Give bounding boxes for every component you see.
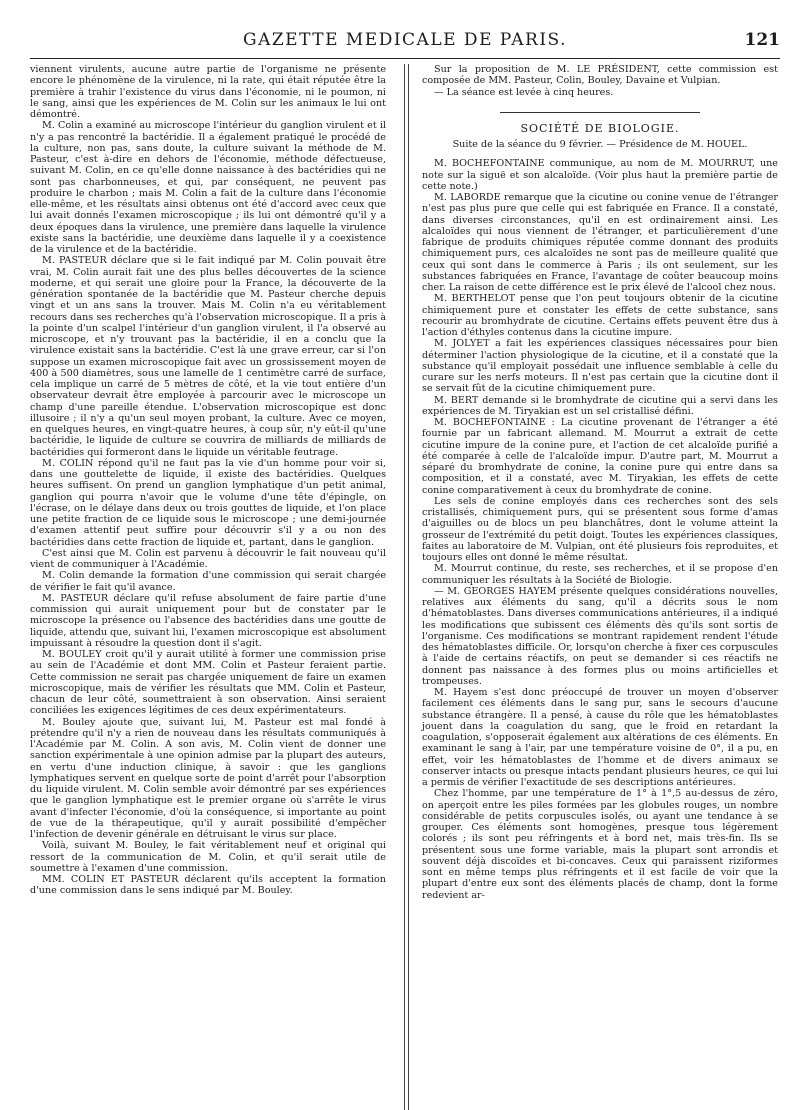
paragraph: M. Mourrut continue, du reste, ses recherches, et il se propose d'en communiquer les résultats à la Société de Biologie. bbox=[422, 563, 778, 586]
paragraph: M. COLIN répond qu'il ne faut pas la vie d'un homme pour voir si, dans une gouttelette de liquide, il existe des bactéridies. Quelques heures suffisent. On prend un ganglion lymphatique d'un petit animal, ganglion qui pourra n'avoir que le volume d'une tête d'épingle, on l'écrase, on le délaye dans deux ou trois gouttes de liquide, et l'on place une petite fraction de ce liquide sous le microscope ; une demi-journée d'examen attentif peut suffire pour découvrir s'il y a ou non des bactéridies dans cette fraction de liquide et, partant, dans le ganglion. bbox=[30, 457, 386, 548]
newspaper-page bbox=[30, 26, 780, 901]
section-rule bbox=[500, 112, 700, 113]
column-divider bbox=[408, 64, 409, 1110]
paragraph: M. BOCHEFONTAINE communique, au nom de M. MOURRUT, une note sur la siguë et son alcaloïde. (Voir plus haut la première partie de cette note.) bbox=[422, 158, 778, 192]
paragraph: M. PASTEUR déclare que si le fait indiqué par M. Colin pouvait être vrai, M. Colin aurait fait une des plus belles découvertes de la science moderne, et qui serait une gloire pour la France, la découverte de la génération spontanée de la bactéridie que M. Pasteur cherche depuis vingt et un ans sans la trouver. Mais M. Colin n'a eu véritablement recours dans ses recherches qu'à l'observation microscopique. Il a pris à la pointe d'un scalpel l'intérieur d'un ganglion virulent, il l'a observé au microscope, et n'y trouvant pas la bactéridie, il en a conclu que la virulence existait sans la bactéridie. C'est là une grave erreur, car si l'on suppose un examen microscopique fait avec un grossissement moyen de 400 à 500 diamètres, sous une lamelle de 1 centimètre carré de surface, cela implique un carré de 5 mètres de côté, et la vie tout entière d'un observateur devrait être employée à parcourir avec le microscope un champ d'une pareille étendue. L'observation microscopique est donc illusoire ; il n'y a qu'un seul moyen probant, la culture. Avec ce moyen, en quelques heures, en vingt-quatre heures, à coup sûr, n'y eût-il qu'une bactéridie, le liquide de culture se couvrira de milliards de milliards de bactéridies qui formeront dans le liquide un véritable feutrage. bbox=[30, 255, 386, 458]
paragraph: M. LABORDE remarque que la cicutine ou conine venue de l'étranger n'est pas plus pure que celle qui est fabriquée en France. Il a constaté, dans diverses circonstances, qu'il en est ordinairement ainsi. Les alcaloïdes qui nous viennent de l'étranger, et particulièrement d'une fabrique de produits chimiques réputée comme donnant des produits chimiquement purs, ces alcaloïdes ne sont pas de meilleure qualité que ceux qui sont dans le commerce à Paris ; ils ont seulement, sur les substances fabriquées en France, l'avantage de coûter beaucoup moins cher. La raison de cette différence est le prix élevé de l'alcool chez nous. bbox=[422, 192, 778, 293]
left-column bbox=[30, 64, 386, 897]
column-divider bbox=[404, 64, 405, 1110]
paragraph: M. JOLYET a fait les expériences classiques nécessaires pour bien déterminer l'action physiologique de la cicutine, et il a constaté que la substance qu'il employait possédait une influence semblable à celle du curare sur les nerfs moteurs. Il n'est pas certain que la cicutine dont il se servait fût de la cicutine chimiquement pure. bbox=[422, 338, 778, 395]
paragraph: M. Colin demande la formation d'une commission qui serait chargée de vérifier le fait qu'il avance. bbox=[30, 570, 386, 593]
paragraph: Chez l'homme, par une température de 1° à 1°,5 au-dessus de zéro, on aperçoit entre les piles formées par les globules rouges, un nombre considérable de petits corpuscules isolés, ou ayant une tendance à se grouper. Ces éléments sont homogènes, presque tous légèrement colorés ; ils sont peu réfringents et à bord net, mais très-fin. Ils se présentent sous une forme variable, mais la plupart sont arrondis et souvent déjà discoïdes et bi-concaves. Ceux qui paraissent riziformes sont en même temps plus réfringents et il est facile de voir que la plupart d'entre eux sont des éléments placés de champ, dont la forme redevient ar- bbox=[422, 788, 778, 901]
paragraph: Sur la proposition de M. LE PRÉSIDENT, cette commission est composée de MM. Pasteur, Colin, Bouley, Davaine et Vulpian. bbox=[422, 64, 778, 87]
page-number: 121 bbox=[744, 30, 780, 50]
paragraph: — La séance est levée à cinq heures. bbox=[434, 86, 614, 98]
paragraph: M. BERT demande si le bromhydrate de cicutine qui a servi dans les expériences de M. Tiryakian est un sel cristallisé défini. bbox=[422, 394, 778, 417]
page-header bbox=[30, 26, 780, 59]
paragraph: M. Bouley ajoute que, suivant lui, M. Pasteur est mal fondé à prétendre qu'il n'y a rien de nouveau dans les résultats communiqués à l'Académie par M. Colin. A son avis, M. Colin vient de donner une sanction expérimentale à une opinion admise par la plupart des auteurs, en vertu d'une induction clinique, à savoir : que les ganglions lymphatiques servent en quelque sorte de point d'arrêt pour l'absorption du liquide virulent. M. Colin semble avoir démontré par ses expériences que le ganglion lymphatique est le premier organe où s'arrête le virus avant d'infecter l'économie, d'où la conséquence, si importante au point de vue de la thérapeutique, qu'il y aurait possibilité d'empêcher l'infection de devenir générale en détruisant le virus sur place. bbox=[30, 716, 386, 840]
section-title: SOCIÉTÉ DE BIOLOGIE. bbox=[520, 121, 680, 135]
right-column bbox=[422, 64, 778, 901]
paragraph: M. Hayem s'est donc préoccupé de trouver un moyen d'observer facilement ces éléments dans le sang pur, sans le secours d'aucune substance étrangère. Il a pensé, à cause du rôle que les hématoblastes jouent dans la coagulation du sang, que le froid en retardant la coagulation, s'opposerait également aux altérations de ces éléments. En examinant le sang à l'air, par une température voisine de 0°, il a pu, en effet, voir les hématoblastes de l'homme et de divers animaux se conserver intacts ou presque intacts pendant plusieurs heures, ce qui lui a permis de vérifier l'exactitude de ses descriptions antérieures. bbox=[422, 687, 778, 788]
paragraph: M. BERTHELOT pense que l'on peut toujours obtenir de la cicutine chimiquement pure et constater les effets de cette substance, sans recourir au bromhydrate de cicutine. Certains effets peuvent être dus à l'action d'éthyles contenus dans la cicutine impure. bbox=[422, 293, 778, 338]
paragraph: M. PASTEUR déclare qu'il refuse absolument de faire partie d'une commission qui aurait uniquement pour but de constater par le microscope la présence ou l'absence des bactéridies dans une goutte de liquide, attendu que, suivant lui, l'examen microscopique est absolument impuissant à résoudre la question dont il s'agit. bbox=[30, 592, 386, 649]
paragraph: viennent virulents, aucune autre partie de l'organisme ne présente encore le phénomène de la virulence, ni la rate, qui était réputée être la première à trahir l'existence du virus dans l'économie, ni le poumon, ni le sang, ainsi que les expériences de M. Colin sur les animaux le lui ont démontré. bbox=[30, 64, 386, 120]
paragraph: — M. GEORGES HAYEM présente quelques considérations nouvelles, relatives aux éléments du sang, qu'il a décrits sous le nom d'hématoblastes. Dans diverses communications antérieures, il a indiqué les modifications que subissent ces éléments dès qu'ils sont sortis de l'organisme. Ces modifications se montrant rapidement rendent l'étude des hématoblastes difficile. Or, lorsqu'on cherche à fixer ces corpuscules à l'aide de certains réactifs, on peut se demander si ces réactifs ne donnent pas naissance à des formes plus ou moins artificielles et trompeuses. bbox=[422, 585, 778, 687]
paragraph: MM. COLIN ET PASTEUR déclarent qu'ils acceptent la formation d'une commission dans le sens indiqué par M. Bouley. bbox=[30, 874, 386, 897]
paragraph: Voilà, suivant M. Bouley, le fait véritablement neuf et original qui ressort de la communication de M. Colin, et qu'il serait utile de soumettre à l'examen d'une commission. bbox=[30, 840, 386, 874]
paragraph: Les sels de conine employés dans ces recherches sont des sels cristallisés, chimiquement purs, qui se présentent sous forme d'amas d'aiguilles ou de blocs un peu blanchâtres, dont le volume atteint la grosseur de l'extrémité du petit doigt. Toutes les expériences classiques, faites au laboratoire de M. Vulpian, ont été plusieurs fois reproduites, et toujours elles ont donné le même résultat. bbox=[422, 495, 778, 563]
paragraph: M. Colin a examiné au microscope l'intérieur du ganglion virulent et il n'y a pas rencontré la bactéridie. Il a également pratiqué le procédé de la culture, non pas, sans doute, la culture suivant la méthode de M. Pasteur, c'est à-dire en dehors de l'économie, méthode défectueuse, suivant M. Colin, en ce qu'elle donne naissance à des bactéridies qui ne sont pas charbonneuses, et qui, par conséquent, ne peuvent pas produire le charbon ; mais M. Colin a fait de la culture dans l'économie elle-même, et les résultats ainsi obtenus ont été d'accord avec ceux que lui avait donnés l'examen microscopique ; ils lui ont démontré qu'il y a deux époques dans la virulence, une première dans laquelle la virulence existe sans la bactéridie, une deuxième dans laquelle il y a coexistence de la virulence et de la bactéridie. bbox=[30, 120, 386, 255]
paragraph: M. BOCHEFONTAINE : La cicutine provenant de l'étranger a été fournie par un fabricant allemand. M. Mourrut a extrait de cette cicutine impure de la conine pure, et l'action de cet alcaloïde purifié a été comparée à celle de l'alcaloïde impur. D'autre part, M. Mourrut a séparé du bromhydrate de conine, la conine pure qui entre dans sa composition, et il a constaté, avec M. Tiryakian, les effets de cette conine comparativement à ceux du bromhydrate de conine. bbox=[422, 417, 778, 496]
paragraph: M. BOULEY croit qu'il y aurait utilité à former une commission prise au sein de l'Académie et dont MM. Colin et Pasteur feraient partie. Cette commission ne serait pas chargée uniquement de faire un examen microscopique, mais de vérifier les résultats que MM. Colin et Pasteur, chacun de leur côté, soumettraient à son observation. Ainsi seraient conciliées les exigences légitimes de ces deux expérimentateurs. bbox=[30, 649, 386, 717]
publication-title: GAZETTE MEDICALE DE PARIS. bbox=[243, 30, 567, 50]
paragraph: C'est ainsi que M. Colin est parvenu à découvrir le fait nouveau qu'il vient de communiquer à l'Académie. bbox=[30, 547, 386, 570]
section-subtitle: Suite de la séance du 9 février. — Présidence de M. HOUEL. bbox=[452, 139, 748, 150]
